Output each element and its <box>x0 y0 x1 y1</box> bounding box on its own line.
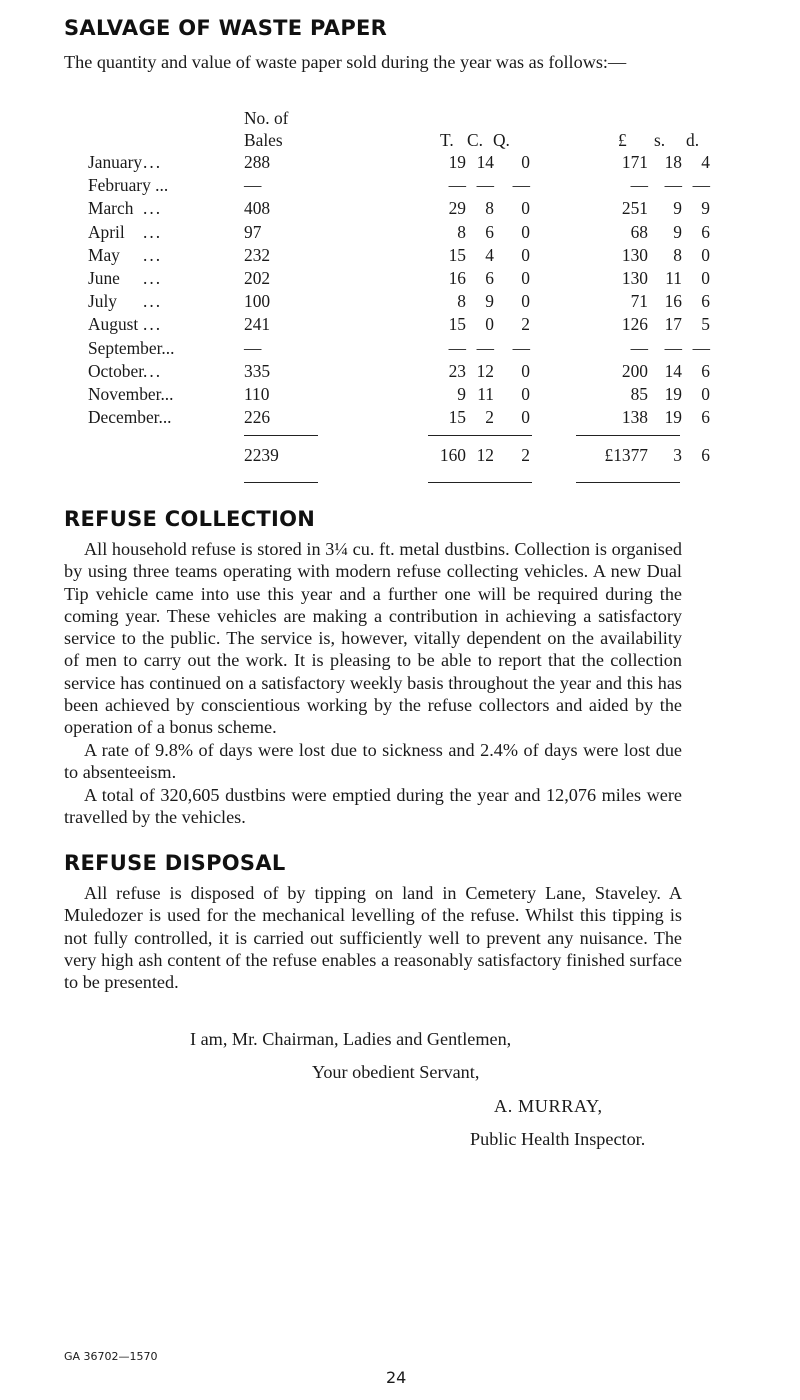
table-row <box>0 198 800 220</box>
cwt-cell: 12 <box>476 360 494 381</box>
refuse-disposal-heading: REFUSE DISPOSAL <box>64 851 286 875</box>
table-row <box>0 361 800 383</box>
pounds-cell: 171 <box>621 152 648 172</box>
pence-cell: 0 <box>701 384 710 404</box>
table-row <box>0 338 800 360</box>
tons-cell: 15 <box>448 407 466 428</box>
quarters-cell: 0 <box>521 152 530 172</box>
quarters-cell: 0 <box>521 360 530 381</box>
cwt-cell: — <box>476 175 494 196</box>
month-name-cell: January <box>88 152 143 172</box>
bales-count-cell: 232 <box>244 244 271 265</box>
pounds-cell: 126 <box>621 314 648 335</box>
tons-cell: — <box>448 337 466 358</box>
col-header-quarters: Q. <box>493 130 510 150</box>
table-row <box>0 175 800 197</box>
shillings-cell: 9 <box>673 221 682 242</box>
bottom-rule-bales <box>244 482 318 483</box>
pounds-cell: 138 <box>621 407 648 428</box>
closing-salutation: I am, Mr. Chairman, Ladies and Gentlemen, <box>190 1029 512 1049</box>
shillings-cell: 11 <box>665 268 682 288</box>
shillings-cell: 19 <box>664 384 682 404</box>
cwt-cell: 9 <box>485 291 494 312</box>
pence-cell: 6 <box>701 407 710 428</box>
month-name-cell: August <box>88 314 139 335</box>
bottom-rule-value <box>576 482 680 483</box>
quarters-cell: 0 <box>521 198 530 219</box>
refuse-collection-paragraph-3: A total of 320,605 dustbins were emptied during the year and 12,076 miles were travelled by the vehicles. <box>64 785 682 828</box>
col-header-tons: T. <box>440 130 454 150</box>
shillings-cell: 8 <box>673 244 682 265</box>
quarters-cell: 0 <box>521 244 530 265</box>
pounds-cell: 85 <box>630 384 648 404</box>
quarters-cell: 0 <box>521 407 530 428</box>
total-bales: 2239 <box>244 445 279 465</box>
cwt-cell: — <box>476 337 494 358</box>
quarters-cell: 0 <box>521 268 530 288</box>
tons-cell: 16 <box>448 268 466 288</box>
leader-dots-cell: ... <box>143 198 163 219</box>
shillings-cell: 16 <box>664 291 682 312</box>
table-row <box>0 245 800 267</box>
bales-count-cell: — <box>244 175 262 196</box>
table-row <box>0 384 800 406</box>
col-header-cwt: C. <box>467 130 483 150</box>
shillings-cell: 14 <box>664 360 682 381</box>
total-pounds: £1377 <box>604 445 648 465</box>
pounds-cell: 130 <box>621 244 648 265</box>
refuse-disposal-paragraph: All refuse is disposed of by tipping on land in Cemetery Lane, Staveley. A Muledozer is used for the mechanical levelling of the refuse. Whilst this tipping is not fully controlled, it is carried out sufficiently well to prevent any nuisance. The very high ash content of the refuse enables a reasonably satisfactory finished surface to be presented. <box>64 883 682 993</box>
total-cwt: 12 <box>476 445 494 465</box>
pounds-cell: 130 <box>621 268 648 288</box>
pence-cell: 0 <box>701 244 710 265</box>
tons-cell: 8 <box>457 221 466 242</box>
print-code: GA 36702—1570 <box>64 1350 158 1363</box>
quarters-cell: 0 <box>521 384 530 404</box>
leader-dots-cell: ... <box>143 291 163 312</box>
bales-count-cell: 335 <box>244 360 271 381</box>
cwt-cell: 2 <box>485 407 494 428</box>
bales-count-cell: 202 <box>244 268 271 288</box>
total-row <box>0 445 800 467</box>
month-name-cell: May <box>88 244 120 265</box>
leader-dots-cell: ... <box>143 360 163 381</box>
table-row <box>0 152 800 174</box>
bales-count-cell: — <box>244 337 262 358</box>
tons-cell: 19 <box>448 152 466 172</box>
tons-cell: — <box>448 175 466 196</box>
col-header-pounds: £ <box>618 130 627 150</box>
month-name-cell: July <box>88 291 117 312</box>
refuse-collection-paragraph-1: All household refuse is stored in 3¼ cu. ft. metal dustbins. Collection is organised by using three teams operating with modern refuse collecting vehicles. A new Dual Tip vehicle came into use this year and a further one will be required during the coming year. These vehicles are making a contribution in achieving a satisfactory service to the public. The service is, however, vitally dependent on the availability of men to carry out the work. It is pleasing to be able to report that the collection service has continued on a satisfactory weekly basis throughout the year and this has been achieved by conscientious working by the refuse collectors and aided by the operation of a bonus scheme. <box>64 539 682 738</box>
month-name-cell: June <box>88 268 120 288</box>
total-pence: 6 <box>701 445 710 465</box>
shillings-cell: 17 <box>664 314 682 335</box>
total-quarters: 2 <box>521 445 530 465</box>
leader-dots-cell: ... <box>143 314 163 335</box>
quarters-cell: — <box>512 337 530 358</box>
page-number: 24 <box>386 1368 407 1387</box>
cwt-cell: 8 <box>485 198 494 219</box>
total-rule-bales <box>244 435 318 436</box>
pounds-cell: 71 <box>630 291 648 312</box>
col-header-shillings: s. <box>654 130 666 150</box>
cwt-cell: 4 <box>485 244 494 265</box>
shillings-cell: — <box>664 337 682 358</box>
cwt-cell: 6 <box>485 268 494 288</box>
leader-dots-cell: ... <box>143 152 163 172</box>
tons-cell: 8 <box>457 291 466 312</box>
table-row <box>0 222 800 244</box>
leader-dots-cell: ... <box>143 221 163 242</box>
quarters-cell: 0 <box>521 291 530 312</box>
pounds-cell: — <box>630 175 648 196</box>
total-rule-weight <box>428 435 532 436</box>
table-header-row <box>0 130 800 152</box>
pence-cell: 4 <box>701 152 710 172</box>
month-name-cell: October <box>88 360 145 381</box>
tons-cell: 23 <box>448 360 466 381</box>
total-shillings: 3 <box>673 445 682 465</box>
month-name-cell: December... <box>88 407 172 428</box>
bottom-rule-weight <box>428 482 532 483</box>
table-row <box>0 291 800 313</box>
pence-cell: 9 <box>701 198 710 219</box>
shillings-cell: 18 <box>664 152 682 172</box>
table-row <box>0 268 800 290</box>
bales-count-cell: 100 <box>244 291 271 312</box>
total-rule-value <box>576 435 680 436</box>
salvage-intro: The quantity and value of waste paper sold during the year was as follows:— <box>64 52 627 72</box>
col-header-bales-line1: No. of <box>244 108 289 128</box>
total-tons: 160 <box>439 445 466 465</box>
shillings-cell: — <box>664 175 682 196</box>
pence-cell: 6 <box>701 291 710 312</box>
col-header-bales: Bales <box>244 130 283 150</box>
month-name-cell: September... <box>88 337 175 358</box>
tons-cell: 9 <box>457 384 466 404</box>
salvage-heading: SALVAGE OF WASTE PAPER <box>64 16 388 40</box>
pence-cell: 0 <box>701 268 710 288</box>
col-header-pence: d. <box>686 130 700 150</box>
signatory-title: Public Health Inspector. <box>470 1129 646 1149</box>
tons-cell: 15 <box>448 314 466 335</box>
cwt-cell: 14 <box>476 152 494 172</box>
month-name-cell: March <box>88 198 134 219</box>
cwt-cell: 0 <box>485 314 494 335</box>
refuse-collection-paragraph-2: A rate of 9.8% of days were lost due to sickness and 2.4% of days were lost due to absenteeism. <box>64 740 682 783</box>
month-name-cell: February ... <box>88 175 169 196</box>
bales-count-cell: 110 <box>244 384 270 404</box>
shillings-cell: 9 <box>673 198 682 219</box>
bales-count-cell: 408 <box>244 198 271 219</box>
pence-cell: — <box>692 175 710 196</box>
leader-dots-cell: ... <box>143 244 163 265</box>
quarters-cell: — <box>512 175 530 196</box>
signatory-name: A. MURRAY, <box>494 1096 603 1116</box>
refuse-collection-heading: REFUSE COLLECTION <box>64 507 316 531</box>
pounds-cell: 200 <box>621 360 648 381</box>
leader-dots-cell: ... <box>143 268 163 288</box>
month-name-cell: April <box>88 221 125 242</box>
pence-cell: 6 <box>701 360 710 381</box>
cwt-cell: 6 <box>485 221 494 242</box>
pounds-cell: 68 <box>630 221 648 242</box>
bales-count-cell: 97 <box>244 221 262 242</box>
bales-count-cell: 288 <box>244 152 271 172</box>
table-row <box>0 314 800 336</box>
quarters-cell: 0 <box>521 221 530 242</box>
cwt-cell: 11 <box>477 384 494 404</box>
table-row <box>0 407 800 429</box>
bales-count-cell: 241 <box>244 314 271 335</box>
pounds-cell: 251 <box>621 198 648 219</box>
pence-cell: — <box>692 337 710 358</box>
tons-cell: 15 <box>448 244 466 265</box>
tons-cell: 29 <box>448 198 466 219</box>
closing-servant: Your obedient Servant, <box>312 1062 480 1082</box>
bales-count-cell: 226 <box>244 407 271 428</box>
quarters-cell: 2 <box>521 314 530 335</box>
pence-cell: 6 <box>701 221 710 242</box>
month-name-cell: November... <box>88 384 174 404</box>
shillings-cell: 19 <box>664 407 682 428</box>
pence-cell: 5 <box>701 314 710 335</box>
pounds-cell: — <box>630 337 648 358</box>
